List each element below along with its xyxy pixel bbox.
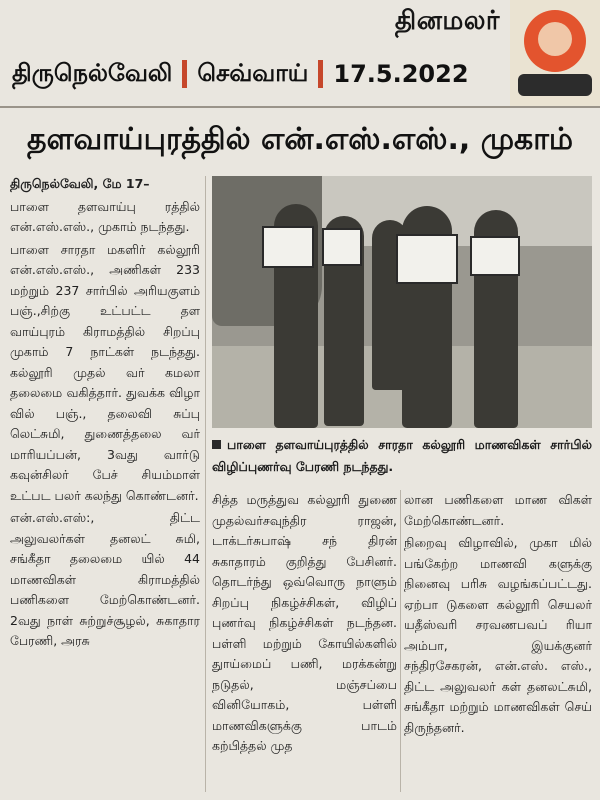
article-paragraph: லான பணிகளை மாண விகள் மேற்கொண்டனர். <box>404 492 592 528</box>
emblem-face <box>538 22 572 56</box>
emblem-base <box>518 74 592 96</box>
placard <box>470 236 520 276</box>
newspaper-brand: தினமலர் <box>394 6 500 36</box>
article-photo <box>212 176 592 428</box>
edition-city: திருநெல்வேலி <box>12 58 173 87</box>
column-divider <box>400 490 401 792</box>
edition-date: 17.5.2022 <box>333 60 469 88</box>
article-dateline: திருநெல்வேலி, மே 17– <box>10 176 150 191</box>
masthead-dateline <box>12 56 502 92</box>
article-column-middle <box>212 490 397 795</box>
article-paragraph: சித்த மருத்துவ கல்லூரி துணை முதல்வர்சவுந்திர ராஜன், டாக்டர்சுபாஷ் சந் திரன் சுகாதாரம் குறித்து பேசினர். தொடர்ந்து ஒவ்வொரு நாளும் சிறப்பு நிகழ்ச்சிகள், விழிப் புணர்வு நிகழ்ச்சிகள் நடந்தன. பள்ளி மற்றும் கோயில்களில் துாய்மைப் பணி, மரக்கன்று நடுதல், மஞ்சப்பை வினியோகம், பள்ளி மாணவிகளுக்கு பாடம் கற்பித்தல் முத <box>212 492 397 753</box>
article-headline: தளவாய்புரத்தில் என்.எஸ்.எஸ்., முகாம் <box>26 122 574 157</box>
photo-caption-text: பாளை தளவாய்புரத்தில் சாரதா கல்லூரி மாணவிகள் சார்பில் விழிப்புணர்வு பேரணி நடந்தது. <box>212 437 592 474</box>
article-paragraph: என்.எஸ்.எஸ்:, திட்ட அலுவலர்கள் தனலட் சுமி, சங்கீதா தலைமை யில் 44 மாணவிகள் கிராமத்தில் பணிகளை மேற்கொண்டனர். 2வது நாள் சுற்றுச்சூழல், சுகாதார பேரணி, அரசு <box>10 510 200 648</box>
square-bullet-icon <box>212 440 221 449</box>
article-paragraph: பாளை சாரதா மகளிர் கல்லூரி என்.எஸ்.எஸ்., அணிகள் 233 மற்றும் 237 சார்பில் அரியகுளம் பஞ்.,சிற்கு உட்பட்ட தள வாய்புரம் கிராமத்தில் சிறப்பு முகாம் 7 நாட்கள் நடந்தது. கல்லூரி முதல் வர் கமலா தலைமை வகித்தார். துவக்க விழா வில் பஞ்., தலைவி சுப்பு லெட்சுமி, துணைத்தலை வர் மாரியப்பன், 3வது வார்டு கவுன்சிலர் பேச் சியம்மாள் உட்பட பலர் கலந்து கொண்டனர். <box>10 241 200 503</box>
photo-caption <box>212 434 592 484</box>
separator-bar <box>182 60 187 88</box>
edition-day: செவ்வாய் <box>197 58 309 87</box>
placard <box>396 234 458 284</box>
masthead-rule <box>0 106 600 108</box>
article-paragraph: நிறைவு விழாவில், முகா மில் பங்கேற்ற மாணவி களுக்கு நினைவு பரிசு வழங்கப்பட்டது. ஏற்பா டுகளை கல்லூரி செயலர் யதீஸ்வரி சரவணபவப் ரியா அம்பா, இயக்குனர் சந்திரசேகரன், என்.எஸ். எஸ்., திட்ட அலுவலர் கள் தனலட்சுமி, சங்கீதா மற்றும் மாணவிகள் செய் திருந்தனர். <box>404 535 592 735</box>
party-emblem-icon <box>510 0 600 108</box>
column-divider <box>205 176 206 792</box>
masthead <box>0 0 600 112</box>
article-column-right <box>404 490 592 795</box>
placard <box>262 226 314 268</box>
article-paragraph: பாளை தளவாய்பு ரத்தில் என்.எஸ்.எஸ்., முகாம் நடந்தது. <box>10 198 200 234</box>
placard <box>322 228 362 266</box>
separator-bar <box>318 60 323 88</box>
article-column-left <box>10 174 200 794</box>
